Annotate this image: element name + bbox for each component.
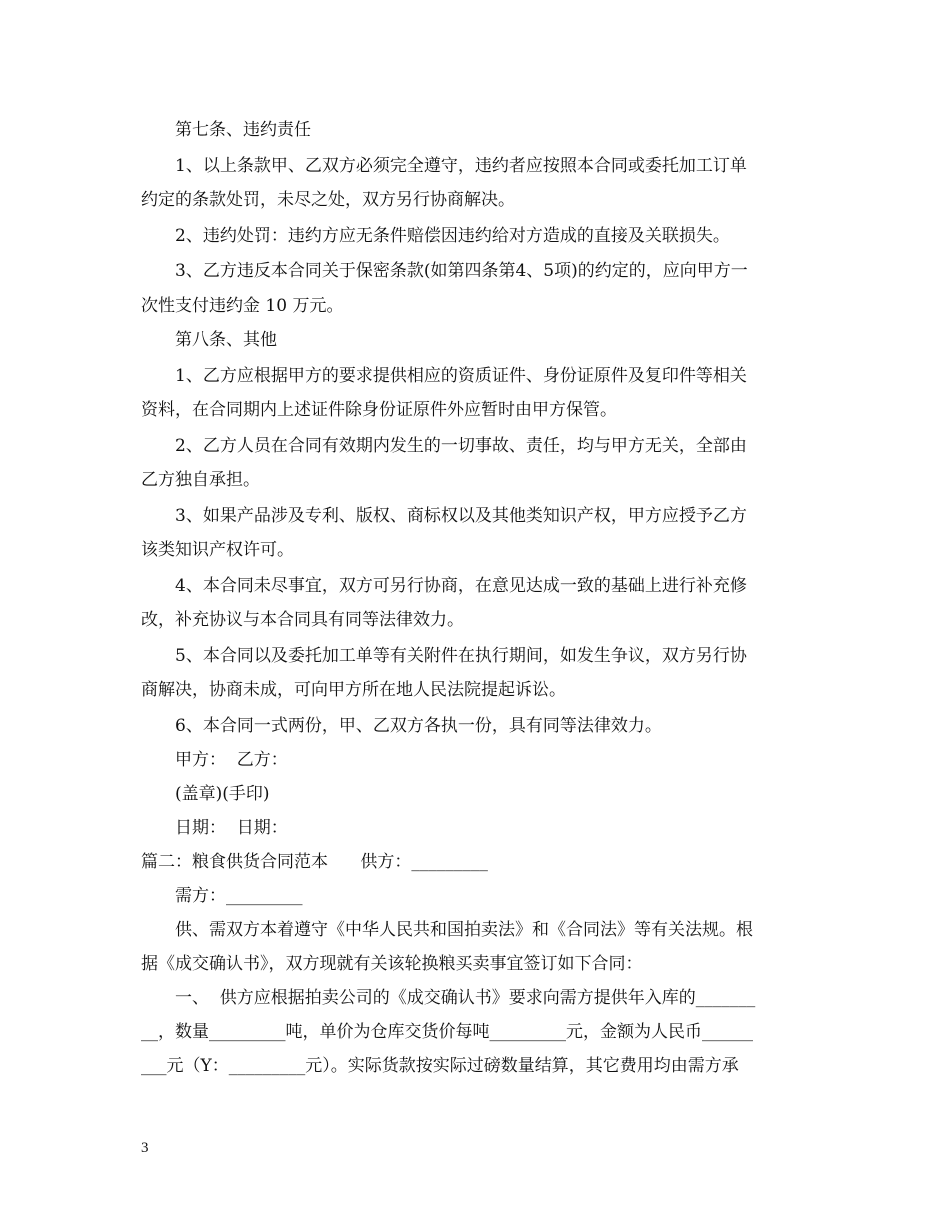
signature-parties: 甲方： 乙方： — [175, 750, 288, 770]
paragraph-line: 次性支付违约金 10 万元。 — [141, 296, 344, 316]
date-line: 日期： 日期： — [175, 818, 288, 838]
paragraph-line: 资料，在合同期内上述证件除身份证原件外应暂时由甲方保管。 — [141, 400, 617, 420]
seal-fingerprint-line: (盖章)(手印) — [175, 784, 270, 804]
paragraph-line: 商解决，协商未成，可向甲方所在地人民法院提起诉讼。 — [141, 680, 566, 700]
paragraph-line: 3、乙方违反本合同关于保密条款(如第四条第4、5项)的约定的，应向甲方一 — [175, 261, 748, 281]
paragraph-line: 5、本合同以及委托加工单等有关附件在执行期间，如发生争议，双方另行协 — [175, 646, 747, 666]
paragraph-line: 1、以上条款甲、乙双方必须完全遵守，违约者应按照本合同或委托加工订单 — [175, 156, 747, 176]
paragraph-line: 3、如果产品涉及专利、版权、商标权以及其他类知识产权，甲方应授予乙方 — [175, 506, 747, 526]
article-heading: 第八条、其他 — [175, 330, 277, 350]
section-heading: 篇二：粮食供货合同范本 供方：_________ — [141, 852, 488, 872]
article-heading: 第七条、违约责任 — [175, 120, 311, 140]
paragraph-line: 2、违约处罚：违约方应无条件赔偿因违约给对方造成的直接及关联损失。 — [175, 226, 730, 246]
page-number: 3 — [141, 1140, 149, 1156]
paragraph-line: 约定的条款处罚，未尽之处，双方另行协商解决。 — [141, 190, 515, 210]
paragraph-line: 4、本合同未尽事宜，双方可另行协商，在意见达成一致的基础上进行补充修 — [175, 576, 747, 596]
paragraph-line: 据《成交确认书》，双方现就有关该轮换粮买卖事宜签订如下合同： — [141, 954, 643, 974]
paragraph-line: __，数量_________吨，单价为仓库交货价每吨_________元，金额为人民币______ — [141, 1022, 753, 1042]
paragraph-line: 6、本合同一式两份，甲、乙双方各执一份，具有同等法律效力。 — [175, 716, 662, 736]
paragraph-line: 一、 供方应根据拍卖公司的《成交确认书》要求向需方提供年入库的_______ — [175, 988, 756, 1008]
paragraph-line: 乙方独自承担。 — [141, 470, 260, 490]
paragraph-line: 改，补充协议与本合同具有同等法律效力。 — [141, 610, 464, 630]
paragraph-line: 1、乙方应根据甲方的要求提供相应的资质证件、身份证原件及复印件等相关 — [175, 366, 747, 386]
paragraph-line: 供、需双方本着遵守《中华人民共和国拍卖法》和《合同法》等有关法规。根 — [175, 920, 753, 940]
paragraph-line: ___元（Y：_________元）。实际货款按实际过磅数量结算，其它费用均由需方承 — [141, 1056, 739, 1076]
paragraph-line: 该类知识产权许可。 — [141, 540, 294, 560]
buyer-line: 需方：_________ — [175, 886, 303, 906]
paragraph-line: 2、乙方人员在合同有效期内发生的一切事故、责任，均与甲方无关，全部由 — [175, 436, 747, 456]
